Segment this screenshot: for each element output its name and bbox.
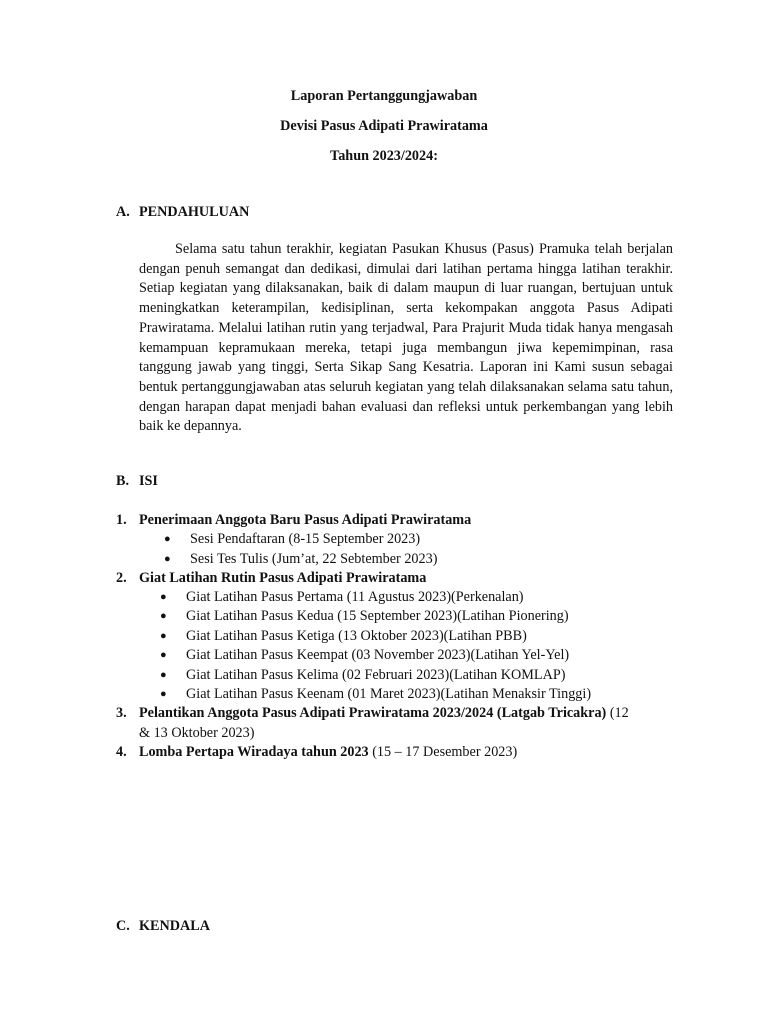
section-b-title: ISI [139, 473, 158, 489]
bullet-icon: ● [164, 553, 171, 565]
item-title: Pelantikan Anggota Pasus Adipati Prawiratama 2023/2024 (Latgab Tricakra) [139, 705, 607, 721]
section-a-heading [116, 204, 249, 221]
bullet-item [160, 646, 570, 666]
item-number: 4. [116, 744, 127, 760]
list-item [116, 569, 676, 589]
item-title: Giat Latihan Rutin Pasus Adipati Prawiratama [139, 570, 427, 586]
item-number: 1. [116, 512, 127, 528]
section-b-heading [116, 473, 158, 490]
bullet-icon: ● [160, 610, 167, 622]
year-title: Tahun 2023/2024: [330, 148, 438, 164]
item-title: Lomba Pertapa Wiradaya tahun 2023 [139, 744, 369, 760]
section-c-heading [116, 918, 210, 935]
section-c-letter: C. [116, 918, 130, 934]
section-b-letter: B. [116, 473, 130, 489]
item-detail: (15 – 17 Desember 2023) [368, 744, 518, 760]
bullet-icon: ● [160, 630, 167, 642]
intro-paragraph: Selama satu tahun terakhir, kegiatan Pasukan Khusus (Pasus) Pramuka telah berjalan dengan penuh semangat dan dedikasi, dimulai dari latihan pertama hingga latihan terakhir. Setiap kegiatan yang dilaksanakan, baik di dalam maupun di luar ruangan, bertujuan untuk meningkatkan keterampilan, kedisiplinan, serta kekompakan anggota Pasus Adipati Prawiratama. Melalui latihan rutin yang terjadwal, Para Prajurit Muda tidak hanya mengasah kemampuan kepramukaan mereka, tetapi juga membangun jiwa kepemimpinan, rasa tanggung jawab yang tinggi, Serta Sikap Sang Kesatria. Laporan ini Kami susun sebagai bentuk pertanggungjawaban atas seluruh kegiatan yang telah dilaksanakan selama satu tahun, dengan harapan dapat menjadi bahan evaluasi dan refleksi untuk perkembangan yang lebih baik ke depannya. [139, 241, 673, 435]
bullet-item [160, 685, 592, 705]
list-item [116, 743, 676, 763]
bullet-item [160, 588, 524, 608]
item-title: Penerimaan Anggota Baru Pasus Adipati Prawiratama [139, 512, 472, 528]
item-number: 2. [116, 570, 127, 586]
section-a-title: PENDAHULUAN [139, 204, 250, 220]
section-a-letter: A. [116, 204, 130, 220]
bullet-icon: ● [160, 688, 167, 700]
bullet-text: Giat Latihan Pasus Pertama (11 Agustus 2023)(Perkenalan) [186, 589, 524, 605]
bullet-text: Giat Latihan Pasus Kedua (15 September 2023)(Latihan Pionering) [186, 608, 569, 624]
bullet-item [160, 607, 569, 627]
item-detail-continuation: & 13 Oktober 2023) [139, 725, 255, 741]
bullet-text: Giat Latihan Pasus Keempat (03 November 2023)(Latihan Yel-Yel) [186, 647, 570, 663]
bullet-icon: ● [164, 533, 171, 545]
section-c-title: KENDALA [139, 918, 210, 934]
item-detail: (12 [606, 705, 629, 721]
bullet-icon: ● [160, 591, 167, 603]
item-number: 3. [116, 705, 127, 721]
bullet-icon: ● [160, 669, 167, 681]
list-item [116, 511, 676, 531]
bullet-text: Giat Latihan Pasus Ketiga (13 Oktober 2023)(Latihan PBB) [186, 628, 527, 644]
bullet-item [164, 530, 421, 550]
bullet-icon: ● [160, 649, 167, 661]
bullet-text: Giat Latihan Pasus Keenam (01 Maret 2023)(Latihan Menaksir Tinggi) [186, 686, 592, 702]
list-item [116, 704, 676, 724]
division-title: Devisi Pasus Adipati Prawiratama [280, 118, 488, 134]
bullet-item [164, 550, 438, 570]
bullet-item [160, 666, 566, 686]
report-title: Laporan Pertanggungjawaban [290, 88, 478, 104]
bullet-text: Sesi Tes Tulis (Jum’at, 22 Sebtember 2023) [190, 551, 438, 567]
bullet-text: Giat Latihan Pasus Kelima (02 Februari 2023)(Latihan KOMLAP) [186, 667, 566, 683]
bullet-text: Sesi Pendaftaran (8-15 September 2023) [190, 531, 421, 547]
bullet-item [160, 627, 527, 647]
